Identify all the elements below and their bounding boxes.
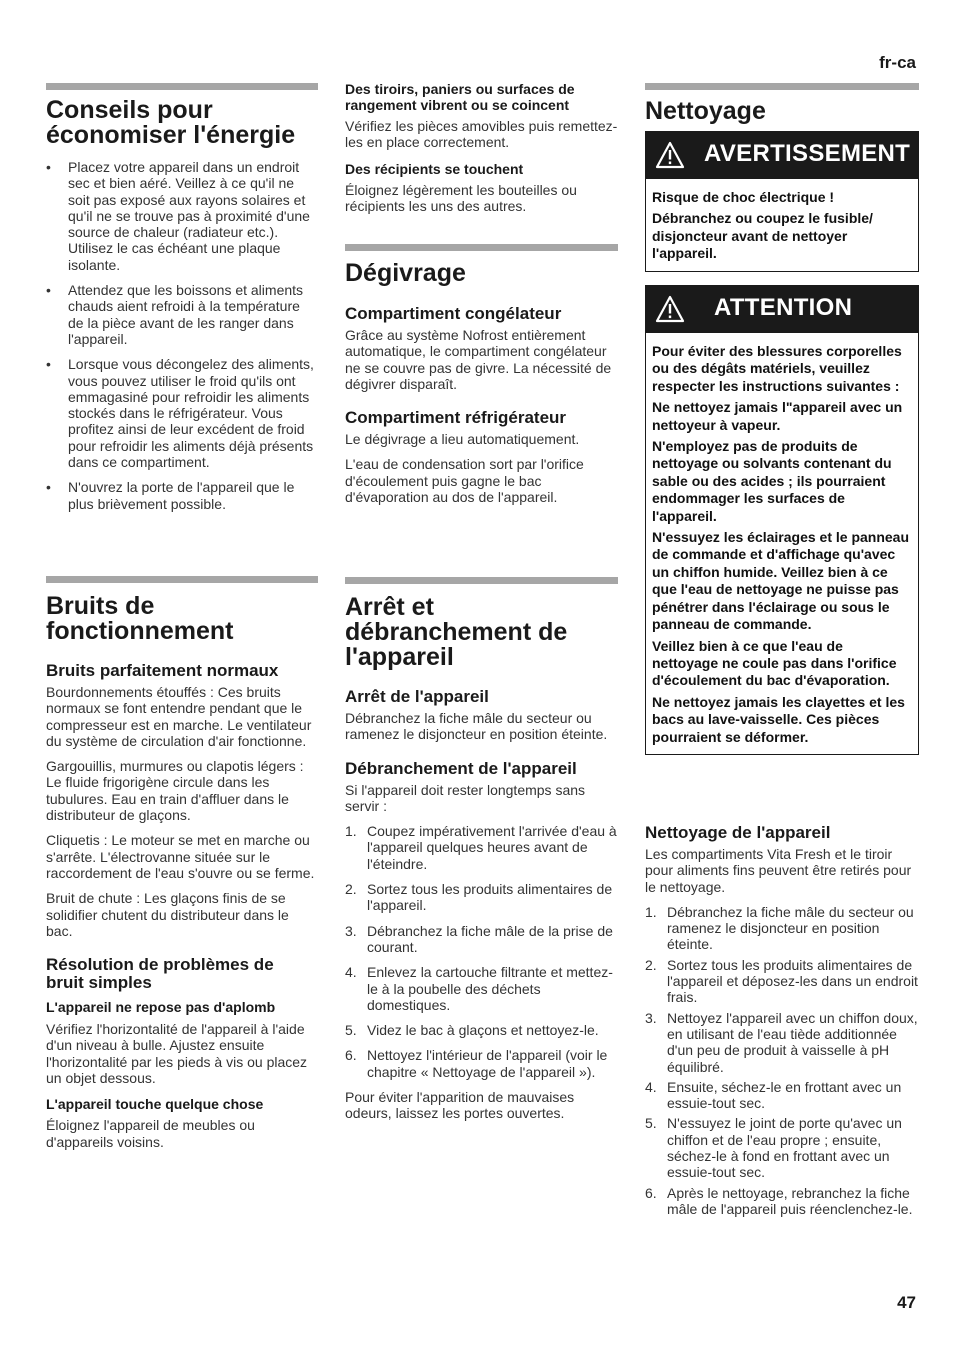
page-number: 47 [897,1293,916,1312]
list-item: • N'ouvrez la porte de l'appareil que le plus brièvement possible. [46,479,318,512]
fridge-heading: Compartiment réfrigérateur [345,408,567,428]
list-item: • Attendez que les boissons et aliments chauds aient refroidi à la température de la pièce avant de les ranger dans l'appareil. [46,282,318,347]
paragraph: Le dégivrage a lieu automatiquement. [345,431,580,448]
locale-label: fr-ca [879,53,916,72]
section-divider [345,244,618,251]
paragraph: Grâce au système Nofrost entièrement automatique, le compartiment congélateur ne se couvre pas de givre. La nécessité de dégivrer disparaît. [345,327,612,392]
paragraph: Gargouillis, murmures ou clapotis légers : Le fluide frigorigène circule dans les tubulures. Eau en train d'affluer dans le distributeur de glaçons. [46,758,304,824]
vibration-subsection [345,81,618,214]
paragraph: Débranchez la fiche mâle du secteur ou ramenez le disjoncteur en position éteinte. [345,710,608,743]
shutdown-title: Arrêt et débranchement de l'appareil [345,593,568,671]
warning-triangle-icon [655,141,685,169]
containers-heading: Des récipients se touchent [345,160,524,177]
section-divider [46,576,318,583]
energy-tips-list [46,159,318,512]
defrost-title: Dégivrage [345,259,466,287]
paragraph: Bourdonnements étouffés : Ces bruits normaux se font entendre pendant que le compresseur est en marche. Le ventilateur du système de circulation d'air fonctionne. [46,684,312,749]
attention-label: ATTENTION [714,294,853,321]
warning-box [645,131,919,272]
appliance-cleaning-subsection [645,824,919,1217]
list-item: • Lorsque vous décongelez des aliments, vous pouvez utiliser le froid qu'ils ont emmagasiné pour refroidir les aliments stockés dans le réfrigérateur. Vous profitez ainsi de leur excédent de froid pour refroidir les aliments déjà présents dans ce compartiment. [46,356,318,470]
list-item: 1. Débranchez la fiche mâle du secteur ou ramenez le disjoncteur en position éteinte. [645,903,914,953]
defrost-section [345,261,618,505]
noise-section [46,594,318,1150]
list-item: 3. Débranchez la fiche mâle de la prise de courant. [345,922,613,955]
attention-body [646,333,918,754]
freezer-heading: Compartiment congélateur [345,304,562,323]
warning-line: Risque de choc électrique ! [652,189,835,205]
list-item: 6. Après le nettoyage, rebranchez la fiche mâle de l'appareil puis réenclenchez-le. [645,1184,913,1217]
warning-label: AVERTISSEMENT [704,140,911,167]
list-item: 5. Videz le bac à glaçons et nettoyez-le. [345,1022,599,1039]
attention-line: Ne nettoyez jamais les clayettes et les bacs au lave-vaisselle. Ces pièces pourraient se déformer. [652,693,905,745]
list-item: 6. Nettoyez l'intérieur de l'appareil (voir le chapitre « Nettoyage de l'appareil »). [345,1047,608,1080]
attention-header [646,286,918,333]
paragraph: Vérifiez l'horizontalité de l'appareil à l'aide d'un niveau à bulle. Ajustez ensuite l'horizontalité par les pieds à vis ou placez un objet dessous. [46,1021,308,1087]
attention-line: Veillez bien à ce que l'eau de nettoyage ne coule pas dans l'orifice d'écoulement du bac d'évaporation. [652,637,897,689]
paragraph: Éloignez l'appareil de meubles ou d'appareils voisins. [46,1117,255,1150]
list-item: 4. Enlevez la cartouche filtrante et mettez-le à la poubelle des déchets domestiques. [345,964,613,1013]
attention-box [645,285,919,755]
warning-header [646,132,918,179]
paragraph: Vérifiez les pièces amovibles puis remettez-les en place correctement. [345,118,618,151]
normal-noise-heading: Bruits parfaitement normaux [46,661,279,680]
unplug-steps-list [345,823,618,1080]
paragraph: Cliquetis : Le moteur se met en marche ou s'arrête. L'électrovanne située sur le raccordement de l'eau s'ouvre ou se ferme. [46,832,315,881]
attention-line: N'essuyez les éclairages et le panneau de commande et d'affichage qu'avec un chiffon humide. Veillez bien à ce que l'eau de nettoyage ne puisse pas pénétrer dans l'éclairage ou sous le panneau de commande. [652,529,910,633]
paragraph: L'eau de condensation sort par l'orifice d'écoulement puis gagne le bac d'évaporation au dos de l'appareil. [345,456,584,506]
unplug-heading: Débranchement de l'appareil [345,758,577,778]
shutdown-section [345,595,618,1122]
appliance-cleaning-heading: Nettoyage de l'appareil [645,823,831,842]
paragraph: Pour éviter l'apparition de mauvaises odeurs, laissez les portes ouvertes. [345,1089,575,1122]
level-heading: L'appareil ne repose pas d'aplomb [46,999,276,1016]
list-item: 2. Sortez tous les produits alimentaires de l'appareil et déposez-les dans un endroit frais. [645,956,918,1006]
paragraph: Si l'appareil doit rester longtemps sans servir : [345,781,586,814]
energy-section [46,98,318,512]
energy-title: Conseils pour économiser l'énergie [46,96,296,149]
cleaning-steps-list [645,904,919,1217]
cleaning-section [645,99,919,124]
resolution-heading: Résolution de problèmes de bruit simples [46,955,274,993]
touch-heading: L'appareil touche quelque chose [46,1096,264,1113]
noise-title: Bruits de fonctionnement [46,592,234,645]
paragraph: Les compartiments Vita Fresh et le tiroir pour aliments fins peuvent être retirés pour le nettoyage. [645,846,912,895]
section-divider [345,577,618,584]
warning-line: Débranchez ou coupez le fusible/ disjoncteur avant de nettoyer l'appareil. [652,210,873,262]
paragraph: Éloignez légèrement les bouteilles ou récipients les uns des autres. [345,181,577,214]
section-divider [645,83,919,90]
warning-body [646,179,918,271]
list-item: 5. N'essuyez le joint de porte qu'avec un chiffon et de l'eau propre ; ensuite, séchez-le à fond en frottant avec un essuie-tout sec. [645,1115,902,1181]
list-item: 1. Coupez impérativement l'arrivée d'eau à l'appareil quelques heures avant de l'éteindre. [345,823,617,872]
list-item: 3. Nettoyez l'appareil avec un chiffon doux, en utilisant de l'eau tiède additionnée d'un peu de produit à vaisselle à pH équilibré. [645,1009,918,1075]
list-item: • Placez votre appareil dans un endroit sec et bien aéré. Veillez à ce qu'il ne soit pas exposé aux rayons solaires et qu'il ne se trouve pas à proximité d'une source de chaleur (radiateur etc.). Utilisez le cas échéant une plaque isolante. [46,159,318,273]
paragraph: Bruit de chute : Les glaçons finis de se solidifier chutent du distributeur dans le bac. [46,890,289,939]
list-item: 4. Ensuite, séchez-le en frottant avec un essuie-tout sec. [645,1078,902,1112]
attention-line: N'employez pas de produits de nettoyage ou solvants contenant du sable ou des acides ; ils pourraient endommager les surfaces de l'appareil. [652,438,892,524]
cleaning-title: Nettoyage [645,97,766,125]
list-item: 2. Sortez tous les produits alimentaires de l'appareil. [345,881,613,914]
section-divider [46,83,318,90]
warning-triangle-icon [655,295,685,323]
attention-line: Pour éviter des blessures corporelles ou des dégâts matériels, veuillez respecter les instructions suivantes : [652,343,902,394]
attention-line: Ne nettoyez jamais l"appareil avec un nettoyeur à vapeur. [652,399,903,433]
stop-heading: Arrêt de l'appareil [345,687,489,706]
drawers-heading: Des tiroirs, paniers ou surfaces de rangement vibrent ou se coincent [345,81,575,113]
